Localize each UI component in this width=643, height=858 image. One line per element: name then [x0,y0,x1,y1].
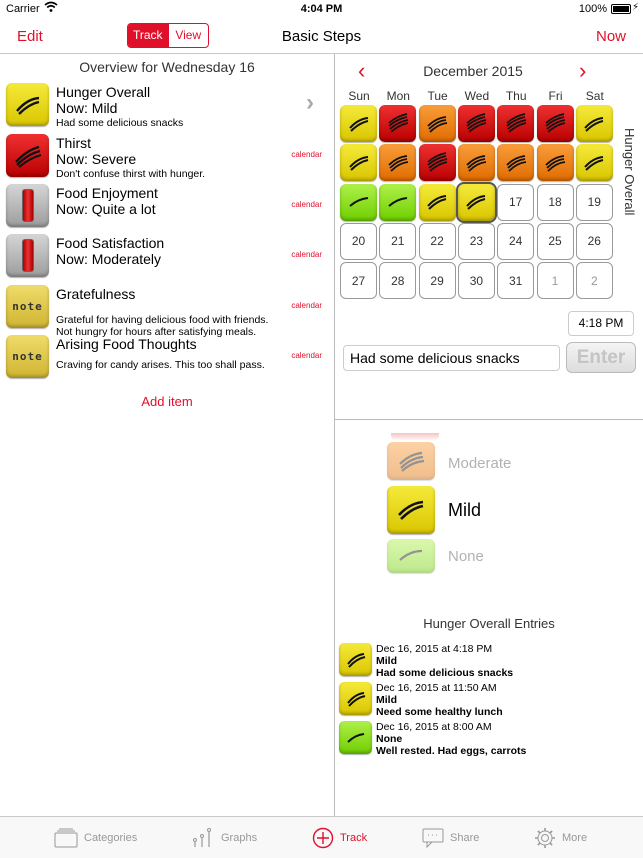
list-item-hunger-overall[interactable] [6,83,328,129]
calendar-day-green-level[interactable] [379,184,416,221]
page-title: Basic Steps [281,28,362,45]
entry-row[interactable] [339,682,629,718]
calendar-day-red-level[interactable] [379,105,416,142]
item-name: Food Enjoyment [56,185,158,201]
calendar-day[interactable]: 25 [537,223,574,260]
note-icon: note [6,335,49,378]
item-name: Thirst [56,135,91,151]
calendar-link[interactable]: calendar [291,200,322,209]
item-value: Now: Quite a lot [56,201,156,217]
item-value: Now: Severe [56,151,137,167]
calendar-day[interactable]: 26 [576,223,613,260]
tab-graphs[interactable] [193,817,257,858]
category-name: Hunger Overall [622,128,637,216]
calendar-day-green-level[interactable] [340,184,377,221]
entries-title: Hunger Overall Entries [423,616,555,631]
calendar-day-red-level[interactable] [537,105,574,142]
thirst-icon [6,134,49,177]
calendar-month-title: December 2015 [423,63,523,79]
list-item-food-enjoyment[interactable] [6,184,328,230]
calendar-day-yellow-level[interactable] [419,184,456,221]
clock: 4:04 PM [300,3,343,15]
gauge-tube-icon [6,234,49,277]
entry-row[interactable] [339,721,629,757]
entry-note: Had some delicious snacks [376,667,514,679]
note-input[interactable] [343,345,560,371]
moderate-level-icon [387,442,435,480]
list-item-food-satisfaction[interactable] [6,234,328,280]
entry-level: None [376,733,403,745]
note-icon: note [6,285,49,328]
chevron-right-icon[interactable]: › [579,58,587,83]
tab-label: Graphs [221,832,258,844]
nav-bar [0,20,643,54]
tab-track[interactable] [312,817,367,858]
calendar-day[interactable]: 29 [419,262,456,299]
calendar-day[interactable]: 24 [497,223,534,260]
graphs-icon [193,827,215,849]
item-name: Food Satisfaction [56,235,165,251]
tab-more[interactable] [534,817,587,858]
calendar-day[interactable]: 30 [458,262,495,299]
chevron-left-icon[interactable]: ‹ [358,58,366,83]
list-item-thirst[interactable] [6,134,328,180]
mild-level-icon [339,682,372,715]
item-note: Craving for candy arises. This too shall pass. [56,359,265,371]
calendar-day[interactable]: 1 [537,262,574,299]
entry-row[interactable] [339,643,629,679]
calendar-day-orange-level[interactable] [419,105,456,142]
add-item-button[interactable]: Add item [141,394,193,409]
entry-timestamp: Dec 16, 2015 at 11:50 AM [376,682,497,694]
battery-icon [611,4,631,14]
calendar-day[interactable]: 20 [340,223,377,260]
carrier-label: Carrier [6,3,40,15]
picker-option-moderate[interactable] [387,442,512,480]
item-value: Now: Mild [56,100,118,116]
list-item-arising-food-thoughts[interactable] [6,335,328,381]
share-icon [422,828,444,848]
edit-button[interactable]: Edit [17,28,43,45]
day-of-week-thu: Thu [505,89,527,103]
calendar-day-orange-level[interactable] [379,144,416,181]
picker-option-mild[interactable] [387,486,482,534]
tab-label: Track [340,832,368,844]
segment-track[interactable]: Track [128,24,168,47]
tab-share[interactable] [422,817,479,858]
tab-bar [0,816,643,858]
calendar-day-orange-level[interactable] [537,144,574,181]
categories-icon [54,828,78,848]
calendar-day[interactable]: 27 [340,262,377,299]
calendar-day-red-level[interactable] [497,105,534,142]
tab-label: Categories [84,832,138,844]
calendar-day[interactable]: 19 [576,184,613,221]
entry-level: Mild [376,694,397,706]
item-note: Grateful for having delicious food with friends. [56,314,269,326]
entry-level: Mild [376,655,397,667]
calendar-day-red-level[interactable] [419,144,456,181]
calendar-day[interactable]: 21 [379,223,416,260]
day-of-week-sat: Sat [585,89,604,103]
overview-title: Overview for Wednesday 16 [79,59,255,75]
none-level-icon [339,721,372,754]
entry-note: Need some healthy lunch [376,706,503,718]
calendar-day-red-level[interactable] [458,105,495,142]
calendar-link[interactable]: calendar [291,351,322,360]
day-of-week-wed: Wed [464,89,490,103]
calendar-day[interactable]: 18 [537,184,574,221]
calendar-day[interactable]: 22 [419,223,456,260]
calendar-category-label [600,128,643,226]
picker-option-none[interactable] [387,539,484,573]
segment-view[interactable]: View [168,24,209,47]
item-name: Arising Food Thoughts [56,336,197,352]
list-item-gratefulness[interactable] [6,285,328,338]
calendar-day-orange-level[interactable] [497,144,534,181]
mild-level-icon [339,643,372,676]
hunger-icon [6,83,49,126]
day-of-week-tue: Tue [427,89,448,103]
calendar-day-yellow-level[interactable] [340,105,377,142]
calendar-day-yellow-level[interactable] [340,144,377,181]
calendar-link[interactable]: calendar [291,150,322,159]
tab-label: More [562,832,588,844]
day-of-week-sun: Sun [348,89,370,103]
day-of-week-mon: Mon [386,89,410,103]
calendar-day[interactable]: 17 [497,184,534,221]
tab-label: Share [450,832,480,844]
item-value: Now: Moderately [56,251,162,267]
calendar-day[interactable]: 2 [576,262,613,299]
calendar-day-orange-level[interactable] [458,144,495,181]
entry-timestamp: Dec 16, 2015 at 8:00 AM [376,721,492,733]
calendar-day[interactable]: 23 [458,223,495,260]
entry-timestamp: Dec 16, 2015 at 4:18 PM [376,643,493,655]
enter-button[interactable]: Enter [566,342,636,373]
gear-icon [534,827,556,849]
battery-percent: 100% [578,3,607,15]
track-view-segmented-control [127,23,209,48]
item-name: Gratefulness [56,286,136,302]
calendar-day[interactable]: 31 [497,262,534,299]
picker-label: None [448,548,484,565]
calendar-link[interactable]: calendar [291,301,322,310]
picker-label: Mild [448,500,482,520]
calendar-day-yellow-level[interactable] [458,184,495,221]
item-note: Don't confuse thirst with hunger. [56,168,206,180]
tab-categories[interactable] [54,817,137,858]
item-note-line-2: Not hungry for hours after satisfying meals. [56,326,257,338]
pane-divider [334,54,335,816]
now-button[interactable]: Now [595,28,626,45]
add-circle-icon [312,827,334,849]
status-bar [0,0,643,20]
none-level-icon [387,539,435,573]
chevron-right-icon[interactable]: › [306,89,314,116]
charging-icon: ⚡ [631,2,639,13]
picker-severe-fragment [391,433,439,441]
gauge-tube-icon [6,184,49,227]
mild-level-icon [387,486,435,534]
item-note: Had some delicious snacks [56,117,184,129]
day-of-week-fri: Fri [548,89,563,103]
calendar-day[interactable]: 28 [379,262,416,299]
calendar-link[interactable]: calendar [291,250,322,259]
picker-label: Moderate [448,455,512,472]
entry-note: Well rested. Had eggs, carrots [376,745,527,757]
right-pane-divider [335,419,643,420]
item-name: Hunger Overall [56,84,151,100]
entry-time-field[interactable]: 4:18 PM [568,311,634,336]
